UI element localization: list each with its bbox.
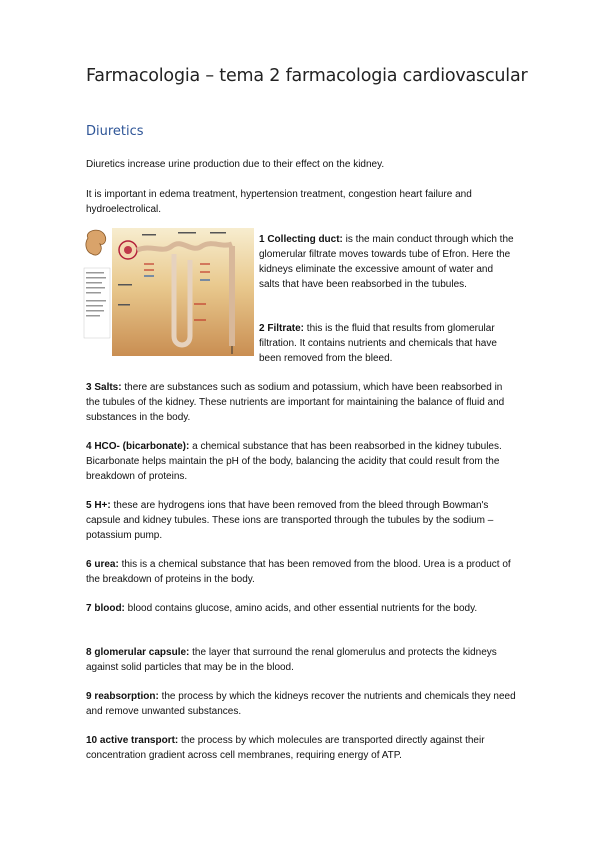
definition-5: 5 H+: these are hydrogens ions that have been removed from the bleed through Bowman's capsule and kidney tubules. These ions are transported through the tubules by the sodium – potassium pump. (86, 500, 494, 541)
nephron-diagram (82, 224, 254, 356)
definition-1: 1 Collecting duct: is the main conduct through which the glomerular filtrate moves towards tube of Efron. Here the kidneys eliminate the excessive amount of water and salts that have been reabsorbed in the tubules. (259, 234, 514, 290)
definition-3: 3 Salts: there are substances such as sodium and potassium, which have been reabsorbed in the tubules of the kidney. These nutrients are important for maintaining the balance of fluid and substances in the body. (86, 382, 505, 423)
definition-10: 10 active transport: the process by which molecules are transported directly against their concentration gradient across cell membranes, requiring energy of ATP. (86, 735, 485, 761)
definition-2: 2 Filtrate: this is the fluid that results from glomerular filtration. It contains nutrients and chemicals that have been removed from the bleed. (259, 323, 497, 364)
definition-9: 9 reabsorption: the process by which the kidneys recover the nutrients and chemicals they need and remove unwanted substances. (86, 691, 516, 717)
section-heading: Diuretics (86, 124, 144, 139)
definition-7: 7 blood: blood contains glucose, amino acids, and other essential nutrients for the body. (86, 603, 478, 614)
definition-8: 8 glomerular capsule: the layer that surround the renal glomerulus and protects the kidneys against solid particles that may be in the blood. (86, 647, 497, 673)
definition-6: 6 urea: this is a chemical substance that has been removed from the blood. Urea is a product of the breakdown of proteins in the body. (86, 559, 511, 585)
intro-paragraph-1: Diuretics increase urine production due to their effect on the kidney. (86, 159, 385, 170)
document-title: Farmacologia – tema 2 farmacologia cardiovascular (86, 66, 528, 86)
intro-paragraph-2: It is important in edema treatment, hypertension treatment, congestion heart failure and hydroelectrolical. (86, 189, 472, 215)
definition-4: 4 HCO- (bicarbonate): a chemical substance that has been reabsorbed in the kidney tubules. Bicarbonate helps maintain the pH of the body, balancing the acidity that could result from the breakdown of proteins. (86, 441, 502, 482)
